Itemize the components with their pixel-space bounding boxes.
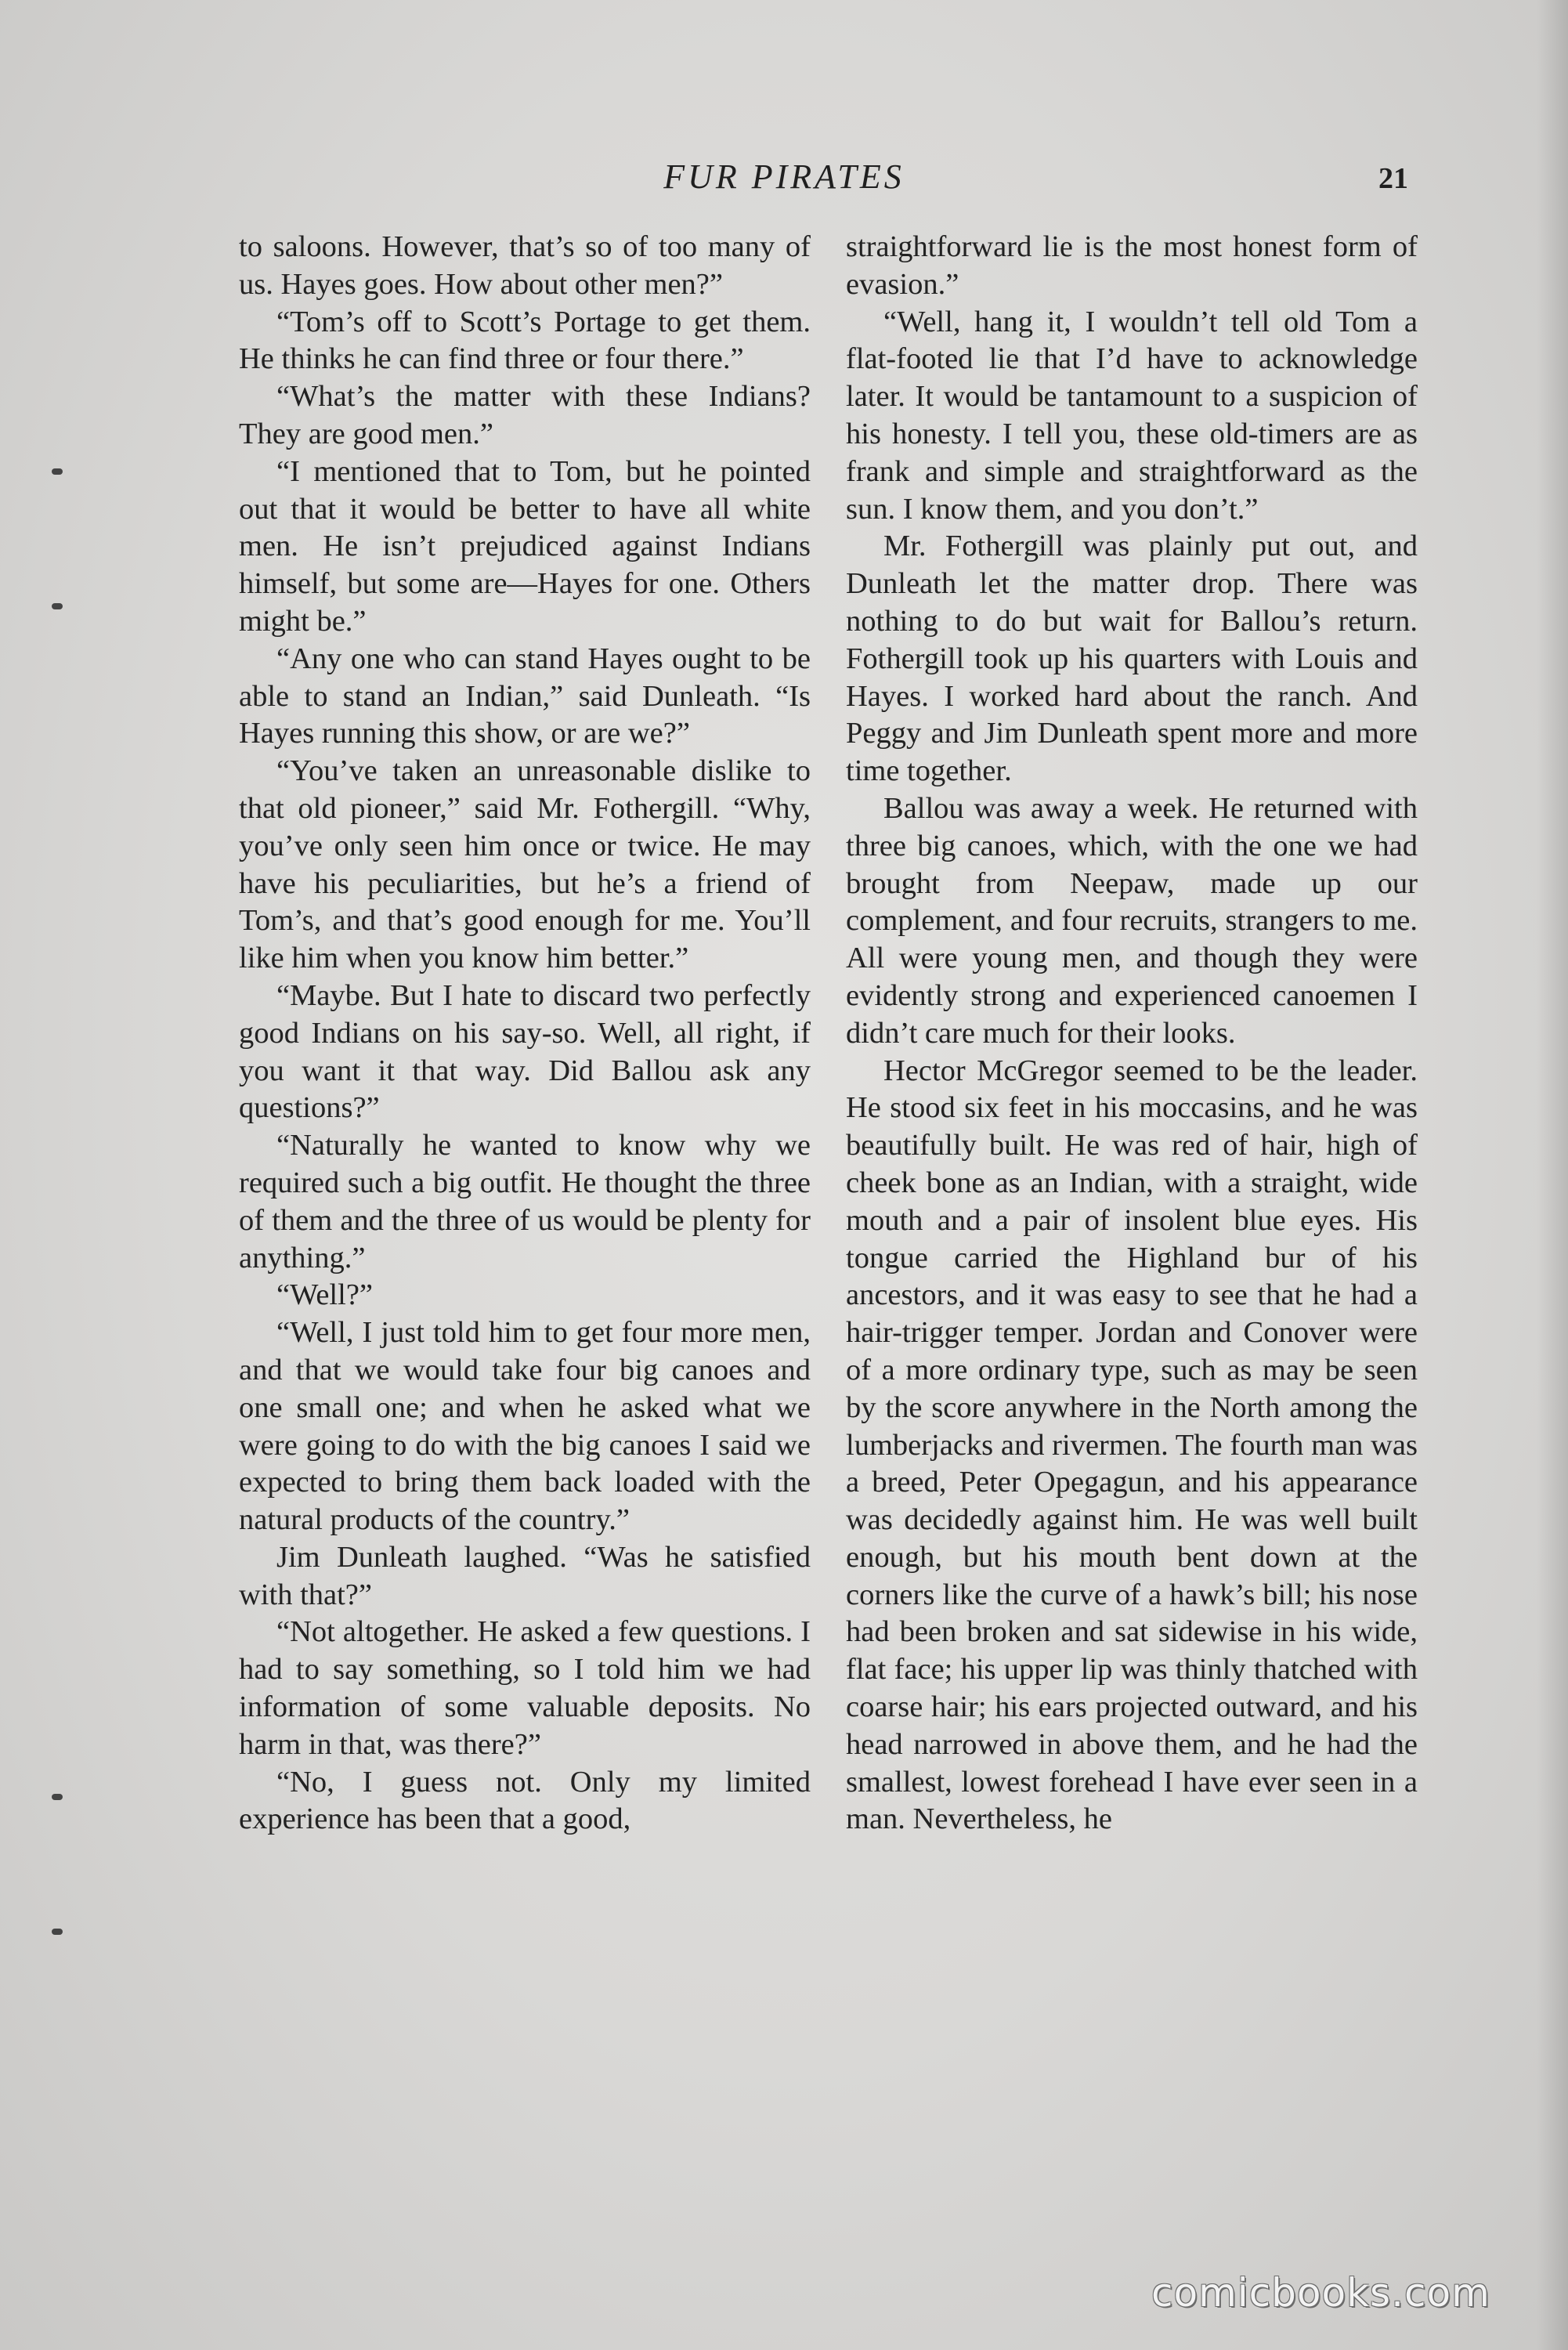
paragraph: “Well?” [276,1278,374,1312]
site-watermark: comicbooks.com [1151,2270,1490,2316]
page-number: 21 [1378,162,1408,195]
left-text-column [239,229,811,1838]
running-header-title: FUR PIRATES [663,157,905,196]
right-text-column [846,229,1418,1838]
paragraph: “Naturally he wanted to know why we required such a big outfit. He thought the three of them and the three of us would be plenty for anything.” [239,1129,811,1274]
paragraph: “What’s the matter with these Indians? They are good men.” [239,380,811,450]
paragraph: “Any one who can stand Hayes ought to be able to stand an Indian,” said Dunleath. “Is Hayes running this show, or are we?” [239,642,811,750]
paragraph: “I mentioned that to Tom, but he pointed out that it would be better to have all white men. He isn’t prejudiced against Indians himself, but some are—Hayes for one. Others might be.” [239,454,811,638]
paragraph: Hector McGregor seemed to be the leader. He stood six feet in his moccasins, and he was beautifully built. He was red of hair, high of cheek bone as an Indian, with a straight, wide mouth and a pair of insolent blue eyes. His tongue carried the Highland bur of his ancestors, and it was easy to see that he had a hair-trigger temper. Jordan and Conover were of a more ordinary type, such as may be seen by the score anywhere in the North among the lumberjacks and rivermen. The fourth man was a breed, Peter Opegagun, and his appearance was decidedly against him. He was well built enough, but his mouth bent down at the corners like the curve of a hawk’s bill; his nose had been broken and sat sidewise in his wide, flat face; his upper lip was thinly thatched with coarse hair; his ears projected outward, and his head narrowed in above them, and he had the smallest, lowest forehead I have ever seen in a man. Nevertheless, he [846,1054,1418,1836]
binding-hole-mark [52,468,63,475]
paragraph: “Tom’s off to Scott’s Portage to get them. He thinks he can find three or four there.” [239,305,811,376]
page-edge-shadow [1537,0,1568,2350]
paragraph: Jim Dunleath laughed. “Was he satisfied with that?” [239,1540,811,1611]
binding-hole-mark [52,603,63,609]
binding-hole-mark [52,1929,63,1935]
paragraph: “Well, hang it, I wouldn’t tell old Tom a flat-footed lie that I’d have to acknowledge later. It would be tantamount to a suspicion of his honesty. I tell you, these old-timers are as frank and simple and straightforward as the sun. I know them, and you don’t.” [846,305,1418,526]
paragraph: “Well, I just told him to get four more men, and that we would take four big canoes and one small one; and when he asked what we were going to do with the big canoes I said we expected to bring them back loaded with the natural products of the country.” [239,1316,811,1537]
paragraph: “Not altogether. He asked a few questions. I had to say something, so I told him we had information of some valuable deposits. No harm in that, was there?” [239,1615,811,1761]
paragraph: to saloons. However, that’s so of too many of us. Hayes goes. How about other men?” [239,230,811,301]
paragraph: “No, I guess not. Only my limited experience has been that a good, [239,1765,811,1836]
paragraph: Ballou was away a week. He returned with three big canoes, which, with the one we had brought from Neepaw, made up our complement, and four recruits, strangers to me. All were young men, and though they were evidently strong and experienced canoemen I didn’t care much for their looks. [846,791,1418,1050]
paragraph: “Maybe. But I hate to discard two perfectly good Indians on his say-so. Well, all right, if you want it that way. Did Ballou ask any questions?” [239,978,811,1125]
paragraph: “You’ve taken an unreasonable dislike to that old pioneer,” said Mr. Fothergill. “Why, you’ve only seen him once or twice. He may have his peculiarities, but he’s a friend of Tom’s, and that’s good enough for me. You’ll like him when you know him better.” [239,754,811,975]
paragraph: Mr. Fothergill was plainly put out, and Dunleath let the matter drop. There was nothing to do but wait for Ballou’s return. Fothergill took up his quarters with Louis and Hayes. I worked hard about the ranch. And Peggy and Jim Dunleath spent more and more time together. [846,530,1418,788]
binding-hole-mark [52,1794,63,1800]
paragraph: straightforward lie is the most honest form of evasion.” [846,230,1418,301]
